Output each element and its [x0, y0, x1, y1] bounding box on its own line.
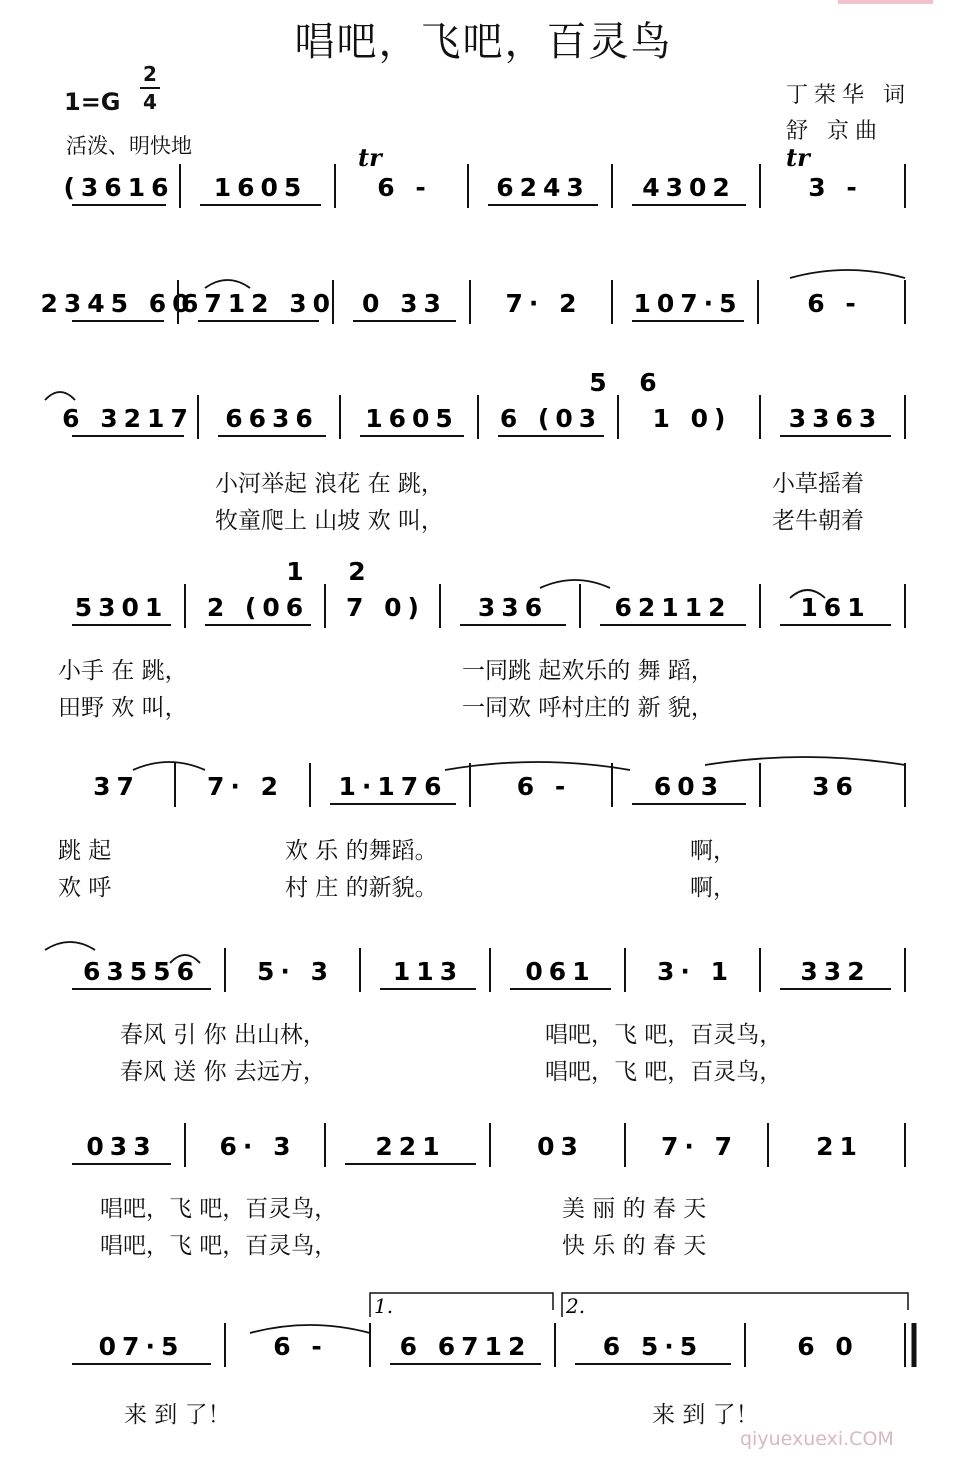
- measure-notes: 6· 3: [219, 1132, 297, 1161]
- measure-notes: 033: [86, 1132, 157, 1161]
- measure-notes: 6636: [225, 404, 319, 433]
- measure-notes: 336: [477, 593, 549, 622]
- lyric-line: 美 丽 的 春 天: [562, 1196, 707, 1222]
- measure-notes: 4302: [642, 173, 736, 202]
- slur: [705, 757, 905, 765]
- volta-bracket: [370, 1293, 553, 1317]
- slur: [790, 270, 905, 278]
- overhead-note: 5: [589, 368, 607, 397]
- overhead-note: 2: [348, 557, 366, 586]
- lyric-line: 田野 欢 叫，: [58, 695, 188, 721]
- measure-notes: 7· 2: [505, 289, 583, 318]
- measure-notes: 1·176: [338, 772, 448, 801]
- lyric-line: 啊，: [690, 838, 736, 864]
- key-signature: 1=G: [64, 88, 121, 116]
- measure-notes: 221: [375, 1132, 446, 1161]
- slur: [45, 942, 95, 950]
- time-signature-top: 2: [143, 62, 157, 86]
- slur: [205, 280, 250, 288]
- lyric-line: 一同欢 呼村庄的 新 貌，: [462, 695, 714, 721]
- measure-notes: 5· 3: [257, 957, 334, 986]
- measure-notes: 7 0): [346, 593, 425, 622]
- lyric-line: 唱吧，飞 吧，百灵鸟，: [545, 1059, 783, 1085]
- volta-number: 1.: [374, 1294, 394, 1318]
- lyric-line: 唱吧，飞 吧，百灵鸟，: [100, 1196, 338, 1222]
- measure-notes: 37: [93, 772, 140, 801]
- lyric-line: 唱吧，飞 吧，百灵鸟，: [100, 1233, 338, 1259]
- measure-notes: 7· 2: [207, 772, 284, 801]
- trill-mark: tr: [786, 143, 810, 172]
- lyric-line: 小河举起 浪花 在 跳，: [215, 471, 444, 497]
- lyric-line: 村 庄 的新貌。: [285, 875, 438, 901]
- lyric-line: 一同跳 起欢乐的 舞 蹈，: [462, 658, 714, 684]
- measure-notes: 0 33: [362, 289, 447, 318]
- slur: [445, 762, 630, 770]
- lyric-line: 唱吧，飞 吧，百灵鸟，: [545, 1022, 783, 1048]
- measure-notes: 6243: [496, 173, 590, 202]
- measure-notes: 6 (03: [499, 404, 603, 433]
- measure-notes: 63556: [83, 957, 200, 986]
- measure-notes: 7· 7: [661, 1132, 738, 1161]
- measure-notes: 1 0): [652, 404, 732, 433]
- lyric-line: 欢 乐 的舞蹈。: [285, 838, 438, 864]
- lyric-line: 小手 在 跳，: [58, 658, 188, 684]
- measure-notes: 36: [812, 772, 859, 801]
- lyric-line: 来 到 了！: [652, 1402, 759, 1428]
- composer-credit: 舒 京曲: [786, 119, 883, 144]
- measure-notes: 2345 60: [40, 289, 196, 318]
- measure-notes: (3616: [63, 173, 175, 202]
- measure-notes: 5301: [74, 593, 169, 622]
- measure-notes: 6 -: [273, 1332, 328, 1361]
- lyric-line: 跳 起: [58, 838, 112, 864]
- measure-notes: 107·5: [633, 289, 743, 318]
- measure-notes: 6 -: [377, 173, 432, 202]
- measure-notes: 6712 30: [180, 289, 337, 318]
- measure-notes: 1605: [365, 404, 459, 433]
- lyric-line: 啊，: [690, 875, 736, 901]
- volta-bracket: [562, 1293, 908, 1317]
- measure-notes: 332: [800, 957, 871, 986]
- lyric-line: 欢 呼: [58, 875, 112, 901]
- measure-notes: 2 (06: [206, 593, 310, 622]
- lyric-line: 快 乐 的 春 天: [562, 1233, 707, 1259]
- measure-notes: 161: [800, 593, 871, 622]
- measure-notes: 3363: [788, 404, 883, 433]
- lyric-line: 春风 引 你 出山林，: [120, 1022, 326, 1048]
- watermark: qiyuexuexi.COM: [740, 1428, 894, 1450]
- measure-notes: 6 5·5: [602, 1332, 704, 1361]
- measure-notes: 3 -: [808, 173, 863, 202]
- measure-notes: 6 -: [807, 289, 862, 318]
- trill-mark: tr: [358, 143, 382, 172]
- lyricist-credit: 丁荣华 词: [786, 83, 911, 108]
- measure-notes: 6 6712: [399, 1332, 532, 1361]
- measure-notes: 1605: [213, 173, 308, 202]
- overhead-note: 1: [286, 557, 304, 586]
- measure-notes: 603: [653, 772, 725, 801]
- slur: [133, 762, 205, 770]
- measure-notes: 6 3217: [62, 404, 194, 433]
- measure-notes: 03: [537, 1132, 584, 1161]
- overhead-note: 6: [639, 368, 657, 397]
- lyric-line: 老牛朝着: [772, 508, 864, 534]
- measure-notes: 62112: [614, 593, 732, 622]
- measure-notes: 061: [525, 957, 596, 986]
- tempo-marking: 活泼、明快地: [66, 134, 192, 158]
- slur: [45, 392, 75, 400]
- measure-notes: 3· 1: [657, 957, 734, 986]
- lyric-line: 牧童爬上 山坡 欢 叫，: [215, 508, 444, 534]
- song-title: 唱吧，飞吧，百灵鸟: [294, 19, 673, 65]
- time-signature-bottom: 4: [143, 90, 157, 114]
- measure-notes: 6 0: [797, 1332, 859, 1361]
- volta-number: 2.: [566, 1294, 586, 1318]
- slur: [540, 580, 610, 588]
- lyric-line: 来 到 了！: [124, 1402, 231, 1428]
- lyric-line: 春风 送 你 去远方，: [120, 1059, 326, 1085]
- measure-notes: 07·5: [98, 1332, 185, 1361]
- measure-notes: 113: [392, 957, 464, 986]
- measure-notes: 21: [816, 1132, 863, 1161]
- measure-notes: 6 -: [516, 772, 572, 801]
- lyric-line: 小草摇着: [772, 471, 864, 497]
